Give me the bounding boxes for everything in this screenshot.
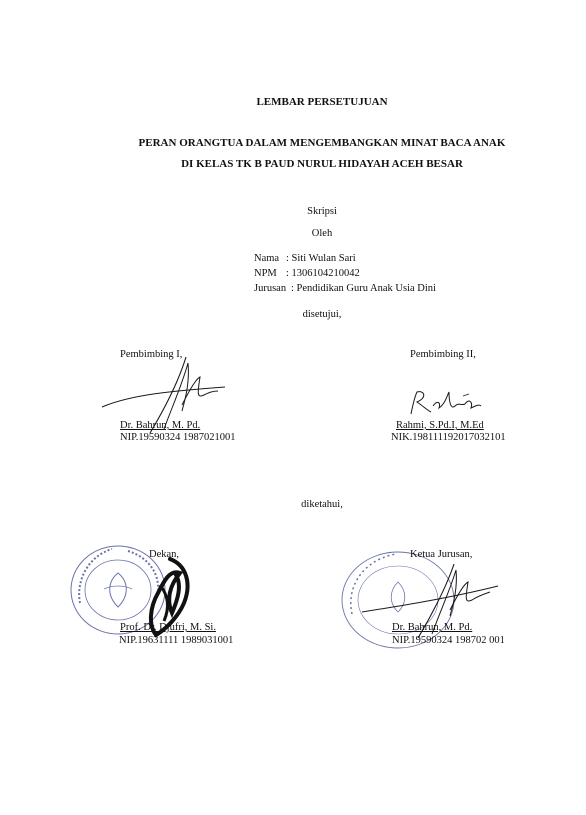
student-major-value: : Pendidikan Guru Anak Usia Dini	[291, 283, 436, 294]
student-major-label: Jurusan	[254, 283, 287, 294]
author-by-label: Oleh	[311, 228, 333, 239]
acknowledged-label: diketahui,	[301, 499, 343, 510]
page-title: LEMBAR PERSETUJUAN	[256, 96, 388, 108]
supervisor1-name: Dr. Bahrun, M. Pd.	[120, 420, 201, 431]
dean-id: NIP.19631111 1989031001	[119, 635, 234, 646]
supervisor1-role: Pembimbing I,	[120, 349, 183, 360]
student-name-value: : Siti Wulan Sari	[286, 253, 356, 264]
supervisor2-id: NIK.198111192017032101	[391, 432, 506, 443]
supervisor2-role: Pembimbing II,	[410, 349, 476, 360]
dean-name: Prof. Dr. Djufri, M. Si.	[120, 622, 216, 633]
supervisor2-signature	[405, 386, 485, 420]
supervisor1-signature	[100, 355, 230, 435]
student-name-label: Nama	[254, 253, 280, 264]
head-of-department-role: Ketua Jurusan,	[410, 549, 473, 560]
approved-label: disetujui,	[302, 309, 342, 320]
thesis-title-line-2: DI KELAS TK B PAUD NURUL HIDAYAH ACEH BESAR	[181, 158, 463, 170]
document-type: Skripsi	[307, 206, 337, 217]
thesis-title-line-1: PERAN ORANGTUA DALAM MENGEMBANGKAN MINAT BACA ANAK	[138, 137, 506, 149]
head-of-department-id: NIP.19590324 198702 001	[392, 635, 505, 646]
supervisor2-name: Rahmi, S.Pd.I, M.Ed	[396, 420, 484, 431]
dean-role: Dekan,	[149, 549, 180, 560]
student-npm-value: : 1306104210042	[286, 268, 360, 279]
head-of-department-name: Dr. Bahrun, M. Pd.	[392, 622, 473, 633]
supervisor1-id: NIP.19590324 1987021001	[120, 432, 236, 443]
student-npm-label: NPM	[254, 268, 277, 279]
